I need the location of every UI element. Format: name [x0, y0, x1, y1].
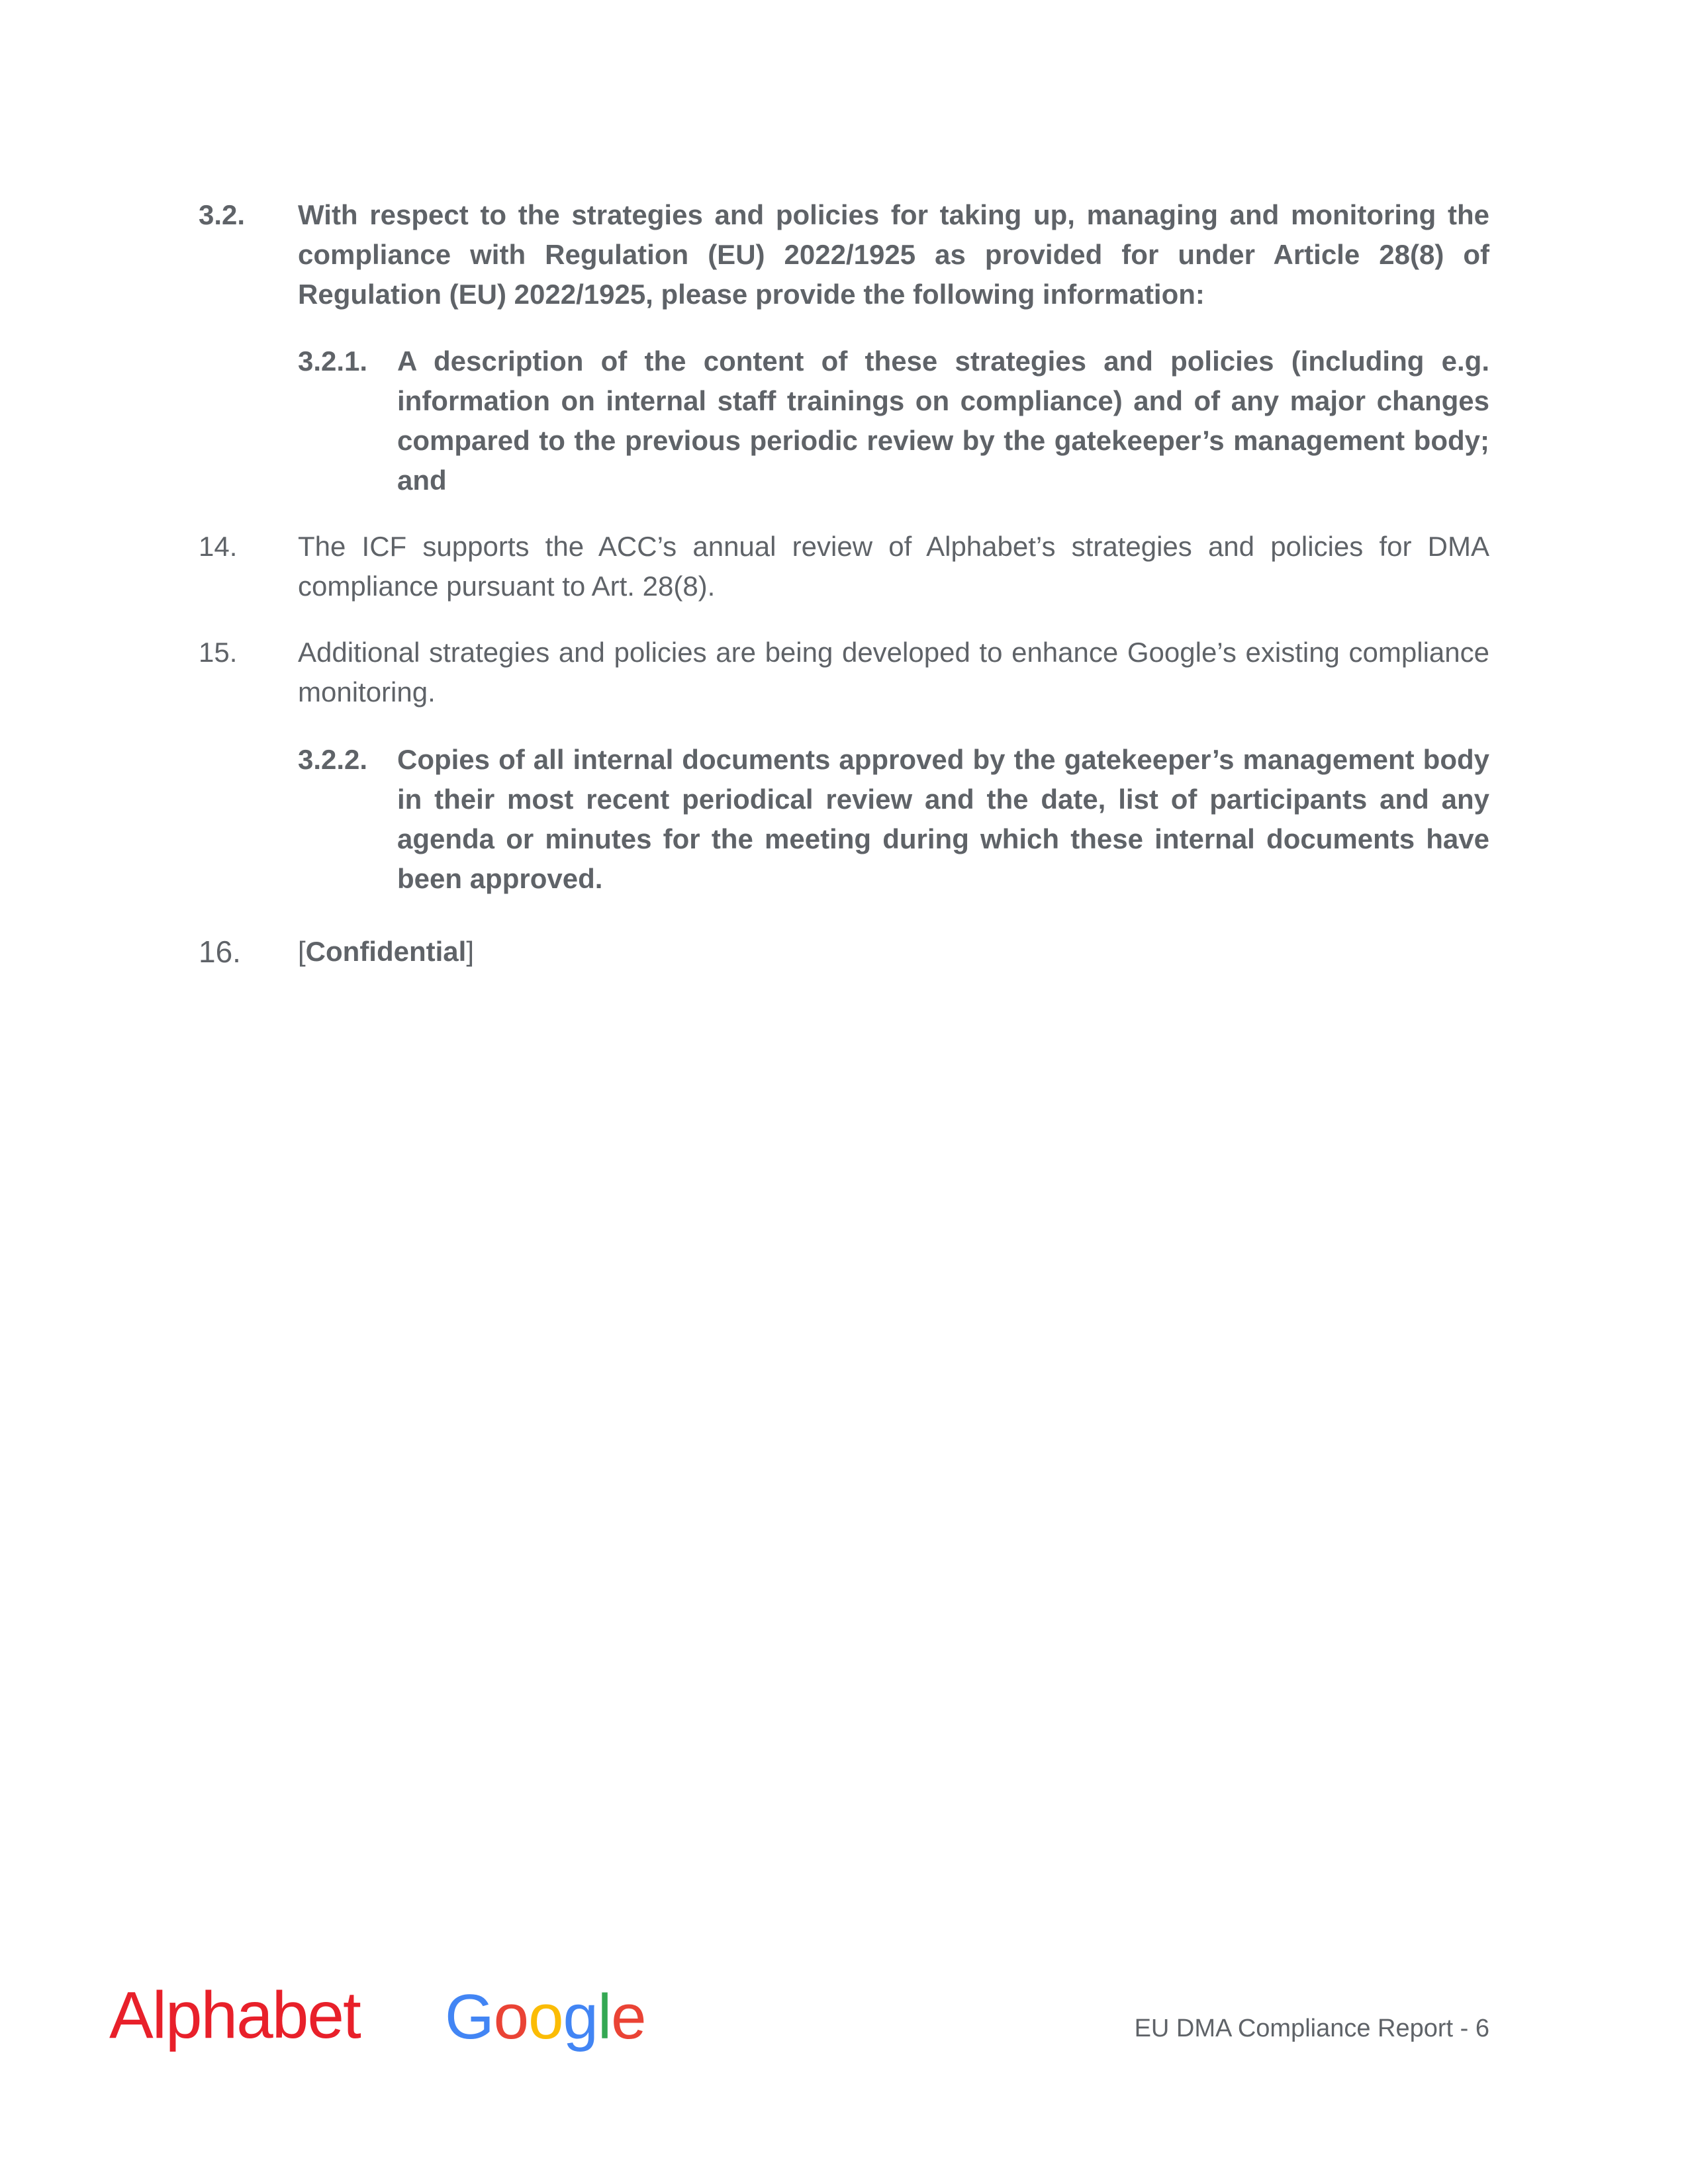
paragraph-number: 14. [199, 531, 238, 562]
paragraph-text: The ICF supports the ACC’s annual review of Alphabet’s strategies and policies for DMA compliance pursuant to Art. 28(8). [298, 531, 1489, 602]
google-logo-letter: g [563, 1981, 598, 2052]
section-3-2 [199, 195, 1489, 314]
section-number: 3.2. [199, 199, 246, 230]
alphabet-logo: Alphabet [109, 1978, 360, 2052]
google-logo-letter: l [597, 1981, 612, 2052]
section-3-2-1 [199, 341, 1489, 500]
confidential-label: Confidential [305, 936, 467, 967]
paragraph-number: 16. [199, 934, 241, 969]
google-logo-letter: o [493, 1981, 529, 2052]
page-footer-label: EU DMA Compliance Report - 6 [1134, 2015, 1489, 2042]
paragraph-number: 15. [199, 637, 238, 668]
subsection-number: 3.2.1. [298, 345, 368, 377]
paragraph-text [298, 932, 1489, 972]
subsection-number: 3.2.2. [298, 744, 368, 775]
google-logo [445, 1978, 646, 2057]
paragraph-15 [199, 633, 1489, 712]
subsection-heading-text: A description of the content of these strategies and policies (including e.g. information on internal staff trainings on compliance) and of any major changes compared to the previous periodic review by the gatekeeper’s management body; and [397, 345, 1489, 496]
bracket-open: [ [298, 936, 306, 967]
paragraph-16 [199, 932, 1489, 972]
section-heading-text: With respect to the strategies and policies for taking up, managing and monitoring the compliance with Regulation (EU) 2022/1925 as provided for under Article 28(8) of Regulation (EU) 2022/1925, please provide the following information: [298, 199, 1489, 310]
section-3-2-2 [199, 740, 1489, 899]
google-logo-letter: G [445, 1981, 494, 2052]
subsection-heading-text: Copies of all internal documents approved by the gatekeeper’s management body in their most recent periodical review and the date, list of participants and any agenda or minutes for the meeting during which these internal documents have been approved. [397, 744, 1489, 894]
google-logo-letter: e [611, 1981, 646, 2052]
bracket-close: ] [466, 936, 474, 967]
paragraph-14 [199, 527, 1489, 606]
google-logo-letter: o [528, 1981, 563, 2052]
paragraph-text: Additional strategies and policies are being developed to enhance Google’s existing compliance monitoring. [298, 637, 1489, 707]
